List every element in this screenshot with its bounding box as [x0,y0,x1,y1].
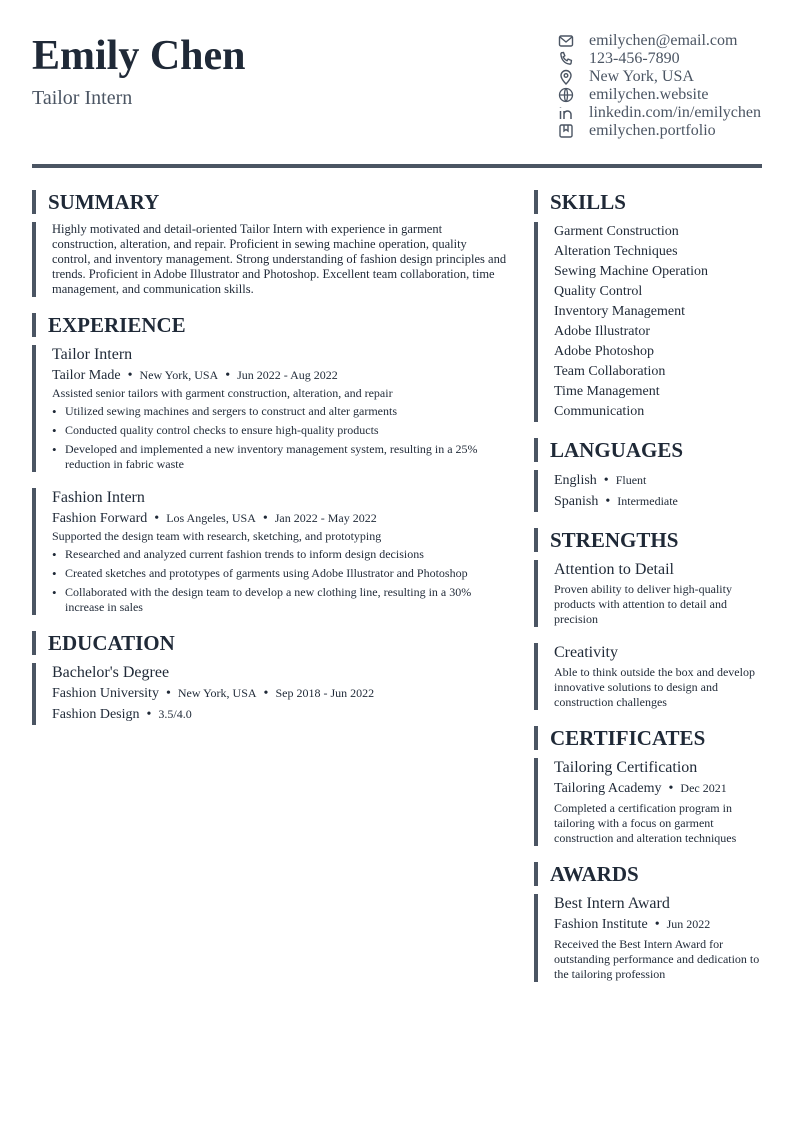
education-field: Fashion Design • 3.5/4.0 [52,707,192,722]
skill-item: Time Management [554,384,660,399]
bullet-item: • Collaborated with the design team to develop a new clothing line, resulting in a 30% increase in sales [52,585,508,615]
bullet-item: • Developed and implemented a new inventory management system, resulting in a 25% reduction in fabric waste [52,442,508,472]
school-location: New York, USA [177,686,257,700]
summary-heading: SUMMARY [32,190,508,214]
skills-section [534,222,764,422]
award-desc: Received the Best Intern Award for outstanding performance and dedication to the tailoring profession [554,937,760,981]
contact-portfolio-text: emilychen.portfolio [589,122,716,139]
contact-linkedin[interactable] [557,104,787,122]
contact-email-text: emilychen@email.com [589,32,738,49]
job-meta: Fashion Forward • Los Angeles, USA • Jan 2022 - May 2022 [52,511,377,526]
strength-entry [534,643,764,710]
field-of-study: Fashion Design [52,707,140,722]
mail-icon [557,33,575,49]
strength-desc: Proven ability to deliver high-quality products with attention to detail and precision [554,582,732,626]
job-title: Tailor Intern [52,346,133,363]
job-summary: Supported the design team with research, sketching, and prototyping [52,529,382,543]
job-location: Los Angeles, USA [166,511,256,525]
experience-entry [32,345,508,472]
phone-icon [557,51,575,67]
bullet-item: • Created sketches and prototypes of garments using Adobe Illustrator and Photoshop [52,566,508,581]
globe-icon [557,87,575,103]
resume-header [32,30,762,164]
experience-entry [32,488,508,615]
award-entry [534,894,764,982]
candidate-name: Emily Chen [32,33,246,79]
certificate-issuer: Tailoring Academy [554,781,662,796]
skill-item: Sewing Machine Operation [554,264,708,279]
strengths-heading: STRENGTHS [534,528,764,552]
certificates-heading: CERTIFICATES [534,726,764,750]
job-location: New York, USA [139,368,219,382]
candidate-role: Tailor Intern [32,87,133,109]
bullet-item: • Conducted quality control checks to ensure high-quality products [52,423,508,438]
languages-heading: LANGUAGES [534,438,764,462]
contact-list [557,32,787,140]
job-dates: Jan 2022 - May 2022 [274,511,377,525]
award-issuer: Fashion Institute [554,917,648,932]
language-item: English • Fluent [554,473,647,488]
job-company: Fashion Forward [52,511,148,526]
strength-desc: Able to think outside the box and develop innovative solutions to design and construction challenges [554,665,755,709]
contact-location [557,68,787,86]
job-meta: Tailor Made • New York, USA • Jun 2022 - Aug 2022 [52,368,338,383]
language-name: English [554,473,597,488]
skill-item: Adobe Photoshop [554,344,654,359]
skill-item: Adobe Illustrator [554,324,651,339]
header-divider [32,164,762,168]
bullet-item: • Utilized sewing machines and sergers to construct and alter garments [52,404,508,419]
contact-email[interactable] [557,32,787,50]
language-level: Fluent [615,473,647,487]
certificate-date: Dec 2021 [680,781,727,795]
portfolio-icon [557,123,575,139]
certificate-desc: Completed a certification program in tailoring with a focus on garment construction and alteration techniques [554,801,737,845]
award-name: Best Intern Award [554,895,670,912]
job-summary: Assisted senior tailors with garment construction, alteration, and repair [52,386,393,400]
summary-text: Highly motivated and detail-oriented Tailor Intern with experience in garment construction, alteration, and repair. Proficient in sewing machine operation, quality control, and inventory management. Strong understanding of fashion design principles and trends. Proficient in Adobe Illustrator and Photoshop. Excellent team collaboration, time management, and communication skills. [52,222,507,296]
contact-phone-text: 123-456-7890 [589,50,680,67]
strength-name: Creativity [554,644,618,661]
skill-item: Team Collaboration [554,364,666,379]
bullet-item: • Researched and analyzed current fashion trends to inform design decisions [52,547,508,562]
award-date: Jun 2022 [666,917,711,931]
education-meta: Fashion University • New York, USA • Sep 2018 - Jun 2022 [52,686,375,701]
summary-section [32,222,508,297]
certificate-name: Tailoring Certification [554,759,698,776]
language-item: Spanish • Intermediate [554,494,678,509]
education-section [32,663,508,725]
school-name: Fashion University [52,686,159,701]
education-heading: EDUCATION [32,631,508,655]
degree: Bachelor's Degree [52,664,170,681]
location-icon [557,69,575,85]
job-bullets [52,404,508,472]
right-column [534,190,764,998]
job-dates: Jun 2022 - Aug 2022 [237,368,338,382]
skills-heading: SKILLS [534,190,764,214]
strength-name: Attention to Detail [554,561,674,578]
contact-linkedin-text: linkedin.com/in/emilychen [589,104,761,121]
skill-item: Inventory Management [554,304,686,319]
job-title: Fashion Intern [52,489,145,506]
contact-website-text: emilychen.website [589,86,709,103]
award-meta: Fashion Institute • Jun 2022 [554,917,711,932]
left-column [32,190,508,741]
education-dates: Sep 2018 - Jun 2022 [275,686,375,700]
skill-item: Garment Construction [554,224,679,239]
awards-heading: AWARDS [534,862,764,886]
job-bullets [52,547,508,615]
strength-entry [534,560,764,627]
skill-item: Communication [554,404,645,419]
contact-website[interactable] [557,86,787,104]
contact-phone[interactable] [557,50,787,68]
job-company: Tailor Made [52,368,121,383]
experience-heading: EXPERIENCE [32,313,508,337]
certificate-entry [534,758,764,846]
skill-item: Alteration Techniques [554,244,678,259]
language-name: Spanish [554,494,599,509]
skill-item: Quality Control [554,284,643,299]
contact-portfolio[interactable] [557,122,787,140]
language-level: Intermediate [617,494,678,508]
contact-location-text: New York, USA [589,68,694,85]
languages-section [534,470,764,512]
certificate-meta: Tailoring Academy • Dec 2021 [554,781,727,796]
linkedin-icon [557,105,575,121]
gpa: 3.5/4.0 [158,707,192,721]
